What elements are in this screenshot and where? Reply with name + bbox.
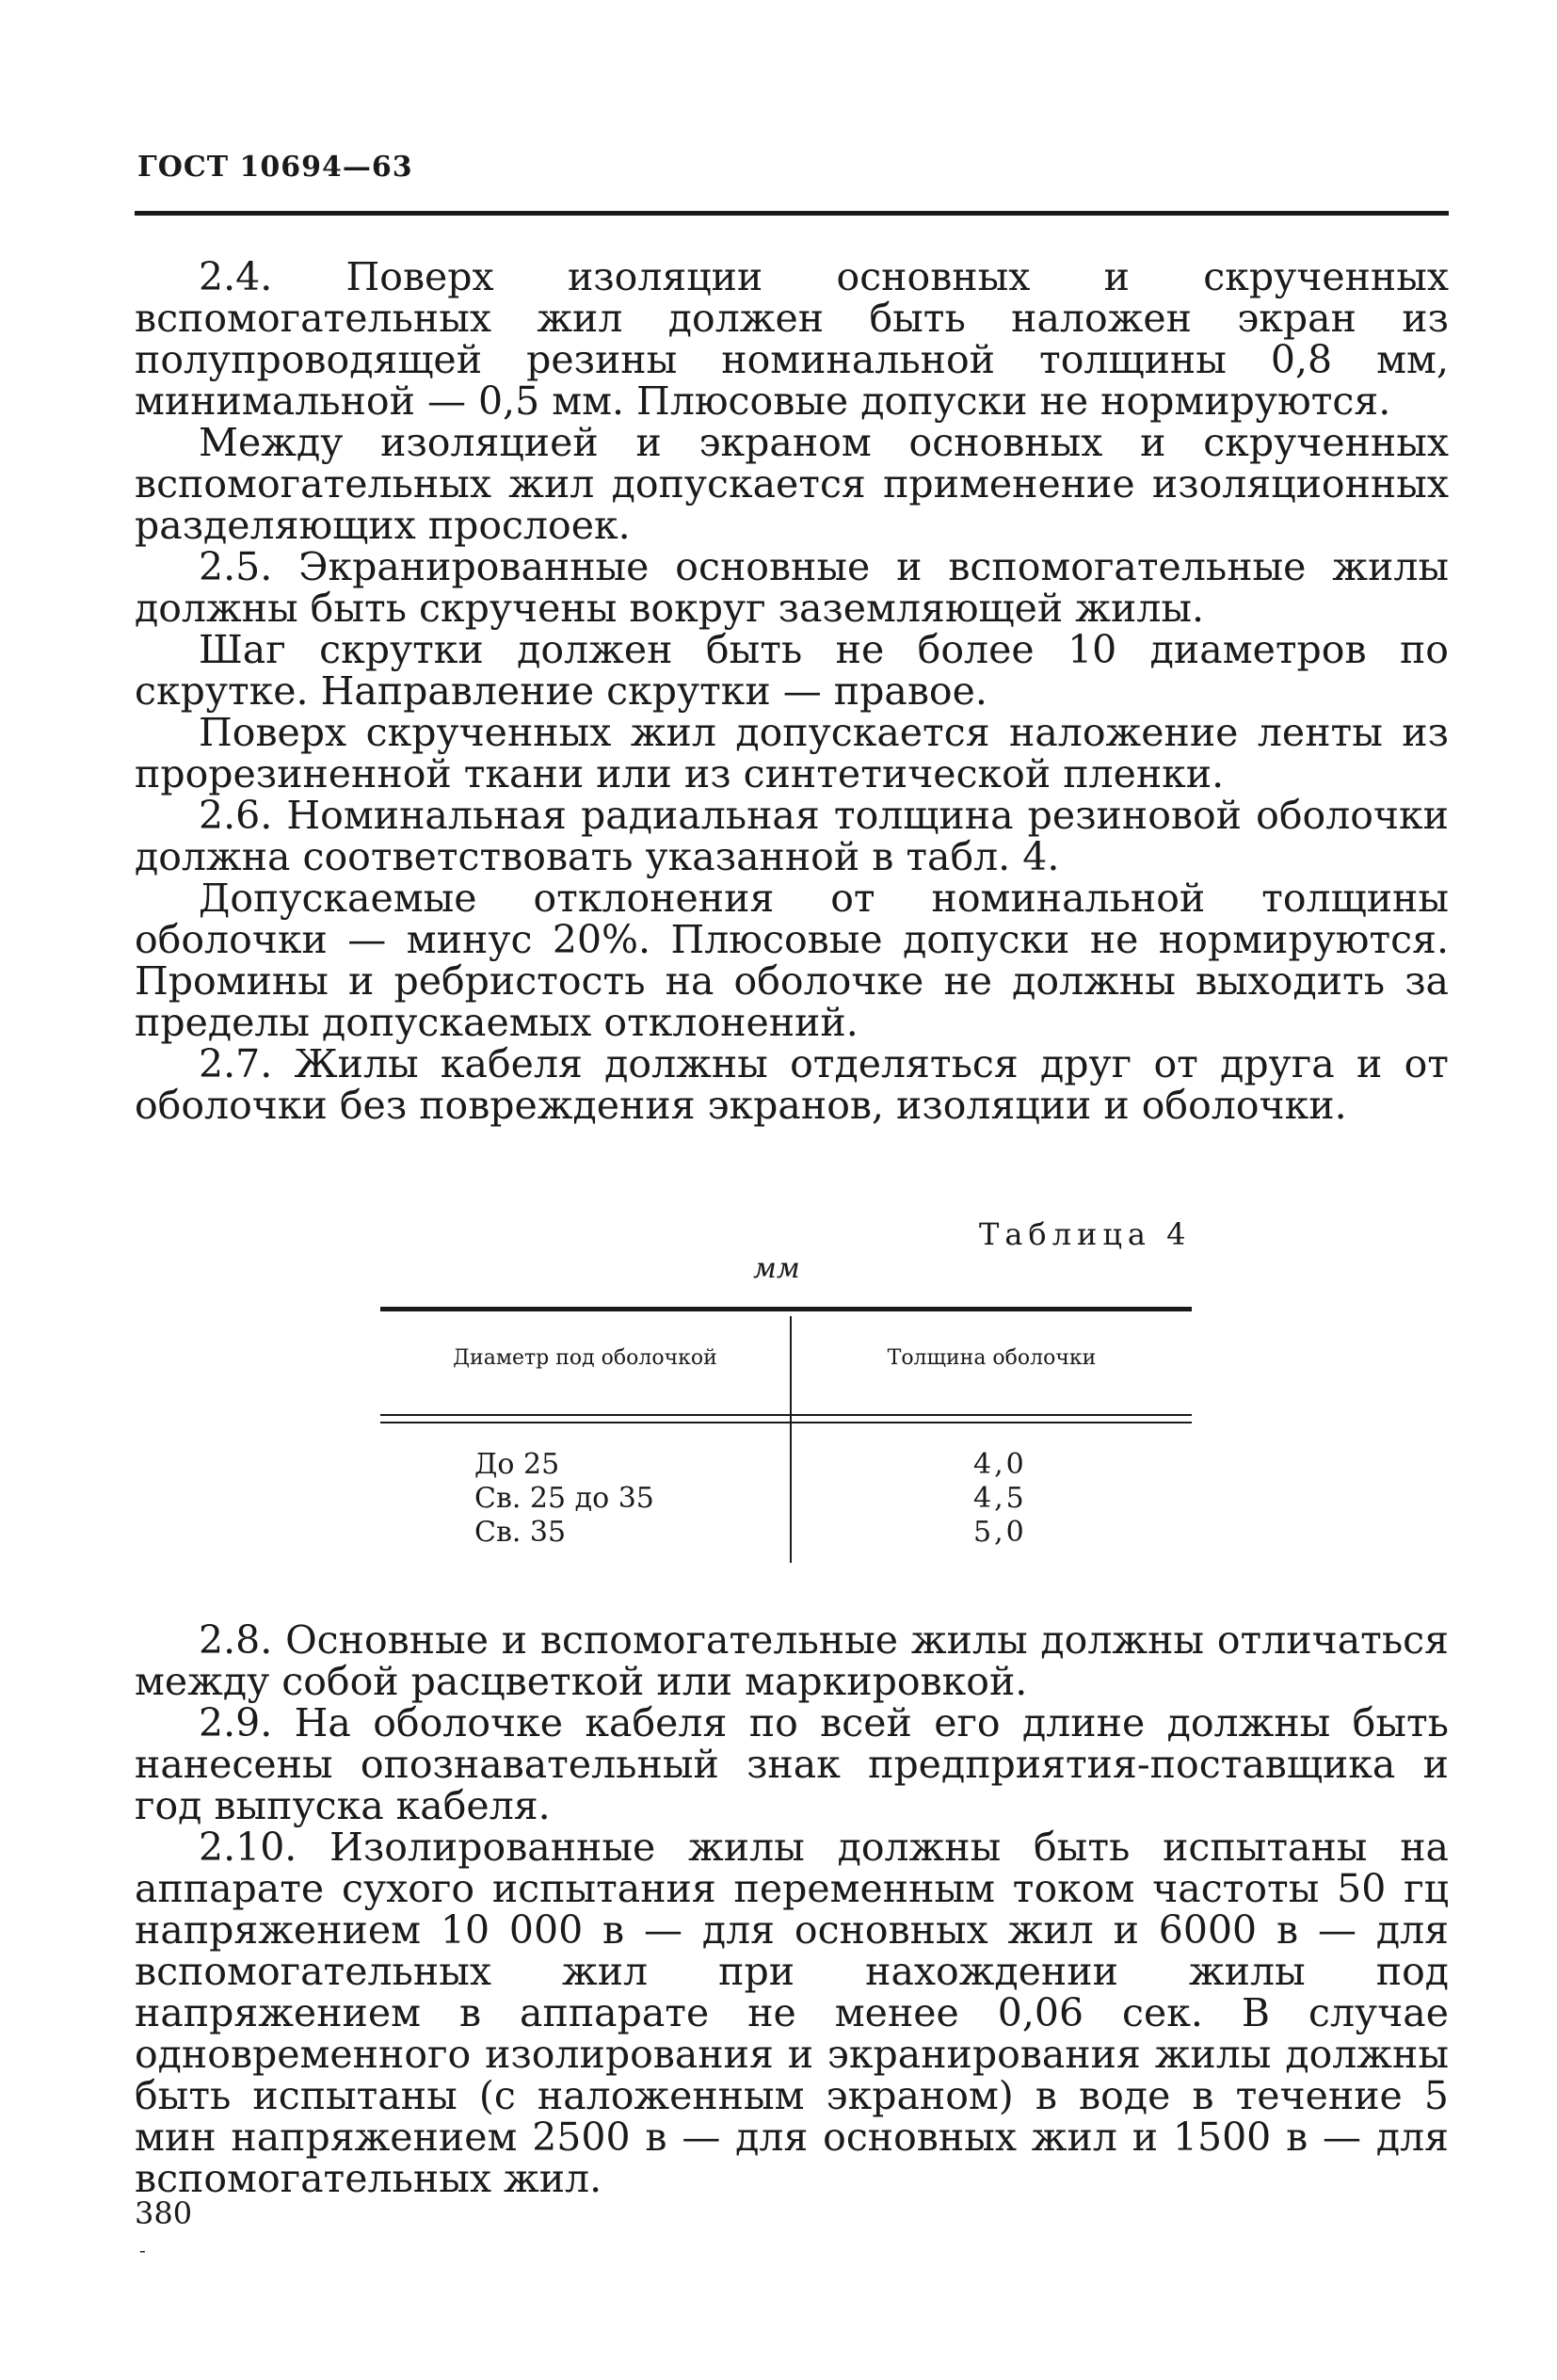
paragraph-interlayer: Между изоляцией и экраном основных и скрученных вспомогательных жил допускается применение изоляционных разделяющих прослоек. xyxy=(135,420,1449,548)
paragraph-2-6: 2.6. Номинальная радиальная толщина резиновой оболочки должна соответствовать указанной в табл. 4. xyxy=(135,793,1449,879)
paragraph-2-5: 2.5. Экранированные основные и вспомогательные жилы должны быть скручены вокруг заземляющей жилы. xyxy=(135,544,1449,631)
table-header-rule-double xyxy=(380,1422,1192,1423)
paragraph-2-9: 2.9. На оболочке кабеля по всей его длине должны быть нанесены опознавательный знак предприятия-поставщика и год выпуска кабеля. xyxy=(135,1700,1449,1828)
document-header: ГОСТ 10694—63 xyxy=(137,151,413,184)
page-mark: - xyxy=(139,2239,146,2261)
table-cell: До 25 xyxy=(474,1448,560,1481)
table-cell: Св. 25 до 35 xyxy=(474,1482,654,1515)
paragraph-tape: Поверх скрученных жил допускается наложение ленты из прорезиненной ткани или из синтетической пленки. xyxy=(135,710,1449,796)
table-header-thickness: Толщина оболочки xyxy=(887,1346,1097,1370)
table-top-rule xyxy=(380,1307,1192,1311)
table-header-diameter: Диаметр под оболочкой xyxy=(453,1346,717,1370)
paragraph-2-10: 2.10. Изолированные жилы должны быть испытаны на аппарате сухого испытания переменным током частоты 50 гц напряжением 10 000 в — для основных жил и 6000 в — для вспомогательных жил при нахождении жилы под напряжением в аппарате не менее 0,06 сек. В случае одновременного изолирования и экранирования жилы должны быть испытаны (с наложенным экраном) в воде в течение 5 мин напряжением 2500 в — для основных жил и 1500 в — для вспомогательных жил. xyxy=(135,1825,1449,2201)
table-column-diameter xyxy=(474,1448,654,1550)
body-text-bottom xyxy=(135,1619,1449,2199)
paragraph-2-8: 2.8. Основные и вспомогательные жилы должны отличаться между собой расцветкой или маркировкой. xyxy=(135,1617,1449,1704)
paragraph-2-7: 2.7. Жилы кабеля должны отделяться друг от друга и от оболочки без повреждения экранов, изоляции и оболочки. xyxy=(135,1041,1449,1128)
page-number: 380 xyxy=(135,2195,193,2231)
header-rule xyxy=(135,211,1449,216)
table-column-thickness xyxy=(973,1448,1027,1550)
table-units: мм xyxy=(753,1252,800,1285)
body-text-top xyxy=(135,256,1449,1126)
table-caption: Таблица 4 xyxy=(979,1216,1192,1252)
table-cell: 5,0 xyxy=(973,1516,1027,1549)
table-cell: 4,5 xyxy=(973,1482,1027,1515)
table-cell: 4,0 xyxy=(973,1448,1027,1481)
table-4 xyxy=(380,1307,1192,1572)
paragraph-tolerances: Допускаемые отклонения от номинальной толщины оболочки — минус 20%. Плюсовые допуски не нормируются. Промины и ребристость на оболочке не должны выходить за пределы допускаемых отклонений. xyxy=(135,876,1449,1045)
table-header-rule xyxy=(380,1414,1192,1416)
paragraph-twist-pitch: Шаг скрутки должен быть не более 10 диаметров по скрутке. Направление скрутки — правое. xyxy=(135,627,1449,714)
paragraph-2-4: 2.4. Поверх изоляции основных и скрученных вспомогательных жил должен быть наложен экран из полупроводящей резины номинальной толщины 0,8 мм, минимальной — 0,5 мм. Плюсовые допуски не нормируются. xyxy=(135,254,1449,424)
table-cell: Св. 35 xyxy=(474,1516,567,1549)
